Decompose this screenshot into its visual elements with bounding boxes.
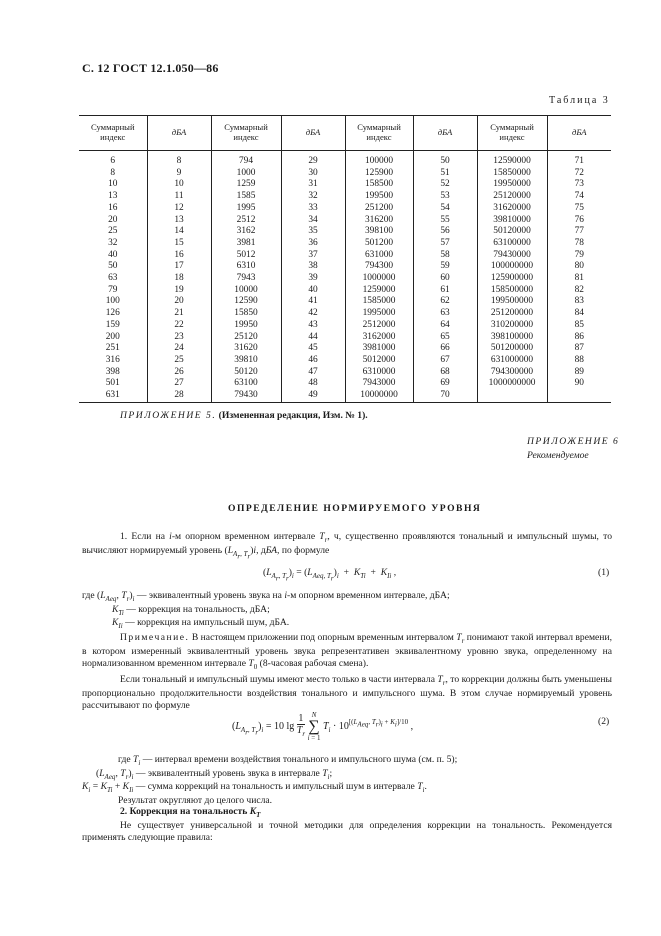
table-cell: 7943: [211, 273, 281, 285]
appendix5-text: (Измененная редакция, Изм. № 1).: [218, 410, 368, 421]
table-cell: 79: [547, 250, 611, 262]
table-cell: 89: [547, 367, 611, 379]
formula-2: $(L_{A_r, T_r})_i = 10$ lg $\frac{1}{T_r}$ N ∑ i = 1 $T_i \cdot 10^{[(L_{Aeq}, T_r)_i + K_i]/10}$ ,: [232, 711, 414, 742]
table-cell: 100: [105, 296, 120, 307]
def-line: ($L_{Aeq}$, $T_r)_i$ — эквивалентный уровень звука в интервале $T_i$;: [96, 767, 333, 781]
table-cell: 794: [211, 151, 281, 168]
table-cell: 90: [547, 378, 611, 390]
table-cell: 3981: [211, 238, 281, 250]
table-cell: 58: [413, 250, 477, 262]
text: 1. Если на: [120, 531, 165, 542]
table-cell: 3162: [211, 226, 281, 238]
table-cell: 36: [281, 238, 345, 250]
table-cell: 56: [413, 226, 477, 238]
table-cell: 199500: [345, 191, 413, 203]
table-cell: 28: [147, 390, 211, 402]
table-cell: 43: [281, 320, 345, 332]
table-cell: 100000000: [477, 261, 547, 273]
table-cell: 60: [413, 273, 477, 285]
table-cell: [477, 390, 547, 402]
table-cell: 25120000: [477, 191, 547, 203]
table-cell: 631000: [345, 250, 413, 262]
table-cell: 1259: [211, 179, 281, 191]
table-row: [79, 261, 611, 273]
table-cell: 82: [547, 285, 611, 297]
table-cell: 63100: [211, 378, 281, 390]
section-2-title: 2. Коррекция на тональность $K_T$: [120, 806, 261, 819]
note-label: Примечание.: [120, 632, 190, 643]
table-cell: 126: [105, 308, 120, 319]
table-cell: 81: [547, 273, 611, 285]
table-cell: 251200000: [477, 308, 547, 320]
text: , ч, существенно проявляются тональный и импульсный шумы, то вычисляют нормируемый уровень: [82, 531, 612, 556]
table-cell: 16: [147, 250, 211, 262]
table-cell: 79430000: [477, 250, 547, 262]
table-cell: 74: [547, 191, 611, 203]
table-cell: 54: [413, 203, 477, 215]
table-cell: 398100: [345, 226, 413, 238]
table-cell: 50120: [211, 367, 281, 379]
text: Если тональный и импульсный шумы имеют место только в части интервала: [120, 674, 435, 685]
table-cell: 34: [281, 215, 345, 227]
table-cell: 44: [281, 332, 345, 344]
table-row: [79, 273, 611, 285]
table-cell: 22: [147, 320, 211, 332]
table-cell: 50: [108, 261, 118, 272]
table-cell: 100000: [345, 151, 413, 168]
table-cell: 16: [108, 202, 118, 213]
table-cell: 13: [108, 191, 118, 202]
index-table: [79, 115, 611, 403]
table-row: [79, 367, 611, 379]
table-cell: 13: [147, 215, 211, 227]
table-cell: 5012000: [345, 355, 413, 367]
table-cell: 20: [147, 296, 211, 308]
table-cell: 37: [281, 250, 345, 262]
table-cell: 27: [147, 378, 211, 390]
table-row: [79, 308, 611, 320]
table-cell: 7943000: [345, 378, 413, 390]
table-cell: 794300: [345, 261, 413, 273]
table-cell: 79: [108, 284, 118, 295]
table-cell: 45: [281, 343, 345, 355]
table-cell: 310200000: [477, 320, 547, 332]
table-cell: 501200: [345, 238, 413, 250]
formula-1: $(L_{A_r, T_r})_i = (L_{Aeq, T_r})_i + K_{Ti} + K_{Ii}$ ,: [263, 567, 397, 583]
table-row: [79, 296, 611, 308]
table-cell: 64: [413, 320, 477, 332]
table-cell: 78: [547, 238, 611, 250]
table-cell: 17: [147, 261, 211, 273]
table-cell: 200: [105, 331, 120, 342]
equation-number-1: (1): [598, 567, 610, 578]
table-cell: 39810000: [477, 215, 547, 227]
table-cell: 25120: [211, 332, 281, 344]
table-cell: 6: [110, 156, 116, 166]
table-cell: 251: [105, 343, 120, 354]
table-cell: 49: [281, 390, 345, 402]
table-cell: 3981000: [345, 343, 413, 355]
text: — эквивалентный уровень звука в интервале: [135, 767, 320, 779]
table-row: [79, 191, 611, 203]
text: (8-часовая рабочая смена).: [259, 657, 369, 669]
table-row: [79, 168, 611, 180]
text: , по формуле: [277, 544, 330, 556]
table-cell: 6310000: [345, 367, 413, 379]
table-cell: 73: [547, 179, 611, 191]
table-cell: 794300000: [477, 367, 547, 379]
table-cell: 33: [281, 203, 345, 215]
table-cell: 83: [547, 296, 611, 308]
text: — эквивалентный уровень звука на: [136, 590, 282, 601]
table-cell: 63: [413, 308, 477, 320]
table-cell: 38: [281, 261, 345, 273]
table-cell: 66: [413, 343, 477, 355]
table-cell: 158500000: [477, 285, 547, 297]
table-cell: 32: [281, 191, 345, 203]
table-cell: 2512: [211, 215, 281, 227]
table-cell: 26: [147, 367, 211, 379]
table-cell: 19: [147, 285, 211, 297]
table-cell: 79430: [211, 390, 281, 402]
def-line: $K_{Ii}$ — коррекция на импульсный шум, дБА.: [112, 617, 290, 631]
text: где: [82, 590, 95, 601]
math-i: i: [169, 531, 172, 542]
text: -м опорном временном интервале, дБА;: [287, 590, 450, 601]
table-cell: 316: [105, 354, 120, 365]
table-cell: 25: [147, 355, 211, 367]
table-cell: 63: [108, 273, 118, 284]
table-row: [79, 250, 611, 262]
table-row: [79, 285, 611, 297]
table-cell: 19950000: [477, 179, 547, 191]
table-caption: Таблица 3: [549, 95, 610, 106]
appendix6-label: ПРИЛОЖЕНИЕ 6: [527, 436, 620, 447]
paragraph-2: Если тональный и импульсный шумы имеют место только в части интервала $T_r$, то коррекции должны быть уменьшены пропорционально продолжительности воздействия тонального и импульсного шума. В этом случае нормируемый уровень рассчитывают по формуле: [82, 674, 612, 711]
table-cell: 18: [147, 273, 211, 285]
table-cell: 25: [108, 226, 118, 237]
def-line: $K_{Ti}$ — коррекция на тональность, дБА;: [112, 603, 270, 617]
table-cell: 77: [547, 226, 611, 238]
table-cell: 67: [413, 355, 477, 367]
table-cell: 84: [547, 308, 611, 320]
table-cell: 61: [413, 285, 477, 297]
table-row: [79, 238, 611, 250]
table-row: [79, 320, 611, 332]
col-header: дБА: [413, 116, 477, 151]
table-cell: 251200: [345, 203, 413, 215]
table-cell: 62: [413, 296, 477, 308]
table-cell: 3162000: [345, 332, 413, 344]
table-cell: 51: [413, 168, 477, 180]
table-cell: 85: [547, 320, 611, 332]
table-cell: 35: [281, 226, 345, 238]
page-header: С. 12 ГОСТ 12.1.050—86: [82, 61, 219, 75]
table-cell: 1995: [211, 203, 281, 215]
table-row: [79, 151, 611, 168]
table-cell: 1995000: [345, 308, 413, 320]
table-cell: 40: [281, 285, 345, 297]
appendix5-note: [120, 410, 368, 422]
text: — сумма коррекций на тональность и импульсный шум в интервале: [135, 781, 415, 793]
table-cell: 6310: [211, 261, 281, 273]
table-cell: 55: [413, 215, 477, 227]
text: , то коррекции должны быть уменьшены пропорционально продолжительности воздействия тонального и импульсного шума. В этом случае нормируемый уровень рассчитывают по формуле: [82, 674, 612, 711]
table-cell: 53: [413, 191, 477, 203]
appendix6-status: Рекомендуемое: [527, 450, 589, 461]
table-cell: 76: [547, 215, 611, 227]
table-cell: 1000000: [345, 273, 413, 285]
table-cell: 10: [108, 179, 118, 190]
table-cell: 1585: [211, 191, 281, 203]
table-cell: 631000000: [477, 355, 547, 367]
table-cell: 40: [108, 249, 118, 260]
math-lar: $(L_{A_r, T_r})i$, дБА: [224, 544, 278, 560]
table-cell: 2512000: [345, 320, 413, 332]
text: — коррекция на импульсный шум, дБА.: [125, 617, 290, 629]
table-cell: 87: [547, 343, 611, 355]
table-cell: 80: [547, 261, 611, 273]
table-cell: 125900000: [477, 273, 547, 285]
def-line: $K_i = K_{Ti} + K_{Ii}$ — сумма коррекций на тональность и импульсный шум в интервале $T_i$.: [82, 781, 427, 795]
table-cell: 1000000000: [477, 378, 547, 390]
table-row: [79, 343, 611, 355]
table-cell: 47: [281, 367, 345, 379]
note-paragraph: Примечание. В настоящем приложении под опорным временным интервалом $T_r$ понимают такой интервал времени, в котором измеренный эквивалентный уровень звука репрезентативен эквивалентному уровню звука, определенному на нормализованном временном интервале $T_0$ (8-часовая рабочая смена).: [82, 632, 612, 671]
table-row: [79, 203, 611, 215]
table-cell: 46: [281, 355, 345, 367]
table-cell: 65: [413, 332, 477, 344]
table-cell: 10000: [211, 285, 281, 297]
table-cell: 14: [147, 226, 211, 238]
section-title: ОПРЕДЕЛЕНИЕ НОРМИРУЕМОГО УРОВНЯ: [228, 503, 482, 514]
table-cell: 31620000: [477, 203, 547, 215]
table-cell: 52: [413, 179, 477, 191]
equation-number-2: (2): [598, 716, 610, 727]
table-cell: 29: [281, 151, 345, 168]
table-row: [79, 179, 611, 191]
table-cell: 88: [547, 355, 611, 367]
table-cell: 11: [147, 191, 211, 203]
table-row: [79, 226, 611, 238]
table-cell: 50: [413, 151, 477, 168]
paragraph-3: Не существует универсальной и точной методики для определения коррекции на тональность. Рекомендуется применять следующие правила:: [82, 820, 612, 843]
paragraph-1: [82, 531, 612, 561]
table-cell: 398100000: [477, 332, 547, 344]
definitions-1: [82, 590, 612, 631]
appendix5-label: ПРИЛОЖЕНИЕ 5.: [120, 410, 217, 421]
table-cell: 32: [108, 237, 118, 248]
text: — коррекция на тональность, дБА;: [126, 603, 270, 615]
table-cell: 501: [105, 378, 120, 389]
table-row: [79, 378, 611, 390]
col-header: Суммарный индекс: [79, 116, 147, 151]
table-cell: 158500: [345, 179, 413, 191]
table-cell: 57: [413, 238, 477, 250]
table-cell: 125900: [345, 168, 413, 180]
table-cell: 1259000: [345, 285, 413, 297]
table-cell: 1585000: [345, 296, 413, 308]
col-header: Суммарный индекс: [211, 116, 281, 151]
table-cell: 41: [281, 296, 345, 308]
table-cell: 72: [547, 168, 611, 180]
def-line: где $T_i$ — интервал времени воздействия тонального и импульсного шума (см. п. 5);: [118, 754, 458, 767]
text: понимают такой интервал времени, в котором измеренный эквивалентный уровень звука репрезентативен эквивалентному уровню звука, определенному на нормализованном временном интервале: [82, 632, 612, 669]
table-cell: 8: [110, 167, 116, 178]
table-cell: 21: [147, 308, 211, 320]
table-cell: 50120000: [477, 226, 547, 238]
table-cell: 20: [108, 214, 118, 225]
table-cell: 12: [147, 203, 211, 215]
table-cell: 15: [147, 238, 211, 250]
table-cell: 19950: [211, 320, 281, 332]
math-tr: $T_r$: [319, 531, 328, 544]
table-cell: 9: [147, 168, 211, 180]
table-cell: 12590000: [477, 151, 547, 168]
def-line: где ($L_{Aeq}$, $T_r)_i$ — эквивалентный уровень звука на i-м опорном временном интервале, дБА;: [82, 590, 450, 603]
col-header: Суммарный индекс: [477, 116, 547, 151]
table-cell: 15850000: [477, 168, 547, 180]
table-row: [79, 390, 611, 402]
col-header: Суммарный индекс: [345, 116, 413, 151]
table-cell: 31: [281, 179, 345, 191]
text: — интервал времени воздействия тонального и импульсного шума (см. п. 5);: [142, 754, 458, 765]
table-cell: 8: [147, 151, 211, 168]
text: В настоящем приложении под опорным временным интервалом: [191, 632, 454, 643]
table-cell: 39810: [211, 355, 281, 367]
definitions-2: [82, 754, 612, 807]
table-row: [79, 355, 611, 367]
text: -м опорном временном интервале: [171, 531, 316, 542]
table-cell: 15850: [211, 308, 281, 320]
table-cell: 12590: [211, 296, 281, 308]
text: где: [118, 754, 131, 765]
table-cell: 159: [105, 319, 120, 330]
table-cell: 398: [105, 366, 120, 377]
table-cell: 75: [547, 203, 611, 215]
def-line: Результат округляют до целого числа.: [118, 794, 273, 806]
table-cell: 10: [147, 179, 211, 191]
table-cell: 48: [281, 378, 345, 390]
table-cell: 631: [79, 390, 147, 402]
table-cell: 63100000: [477, 238, 547, 250]
table-cell: 5012: [211, 250, 281, 262]
col-header: дБА: [147, 116, 211, 151]
table-cell: 10000000: [345, 390, 413, 402]
table-cell: 24: [147, 343, 211, 355]
table-cell: 70: [413, 390, 477, 402]
col-header: дБА: [281, 116, 345, 151]
table-cell: 31620: [211, 343, 281, 355]
table-row: [79, 215, 611, 227]
table-cell: 71: [547, 151, 611, 168]
table-header-row: [79, 116, 611, 151]
table-cell: [547, 390, 611, 402]
table-cell: 39: [281, 273, 345, 285]
table-cell: 316200: [345, 215, 413, 227]
text: 2. Коррекция на тональность: [120, 806, 248, 817]
table-cell: 86: [547, 332, 611, 344]
col-header: дБА: [547, 116, 611, 151]
table-cell: 68: [413, 367, 477, 379]
table-cell: 1000: [211, 168, 281, 180]
table-cell: 501200000: [477, 343, 547, 355]
table-row: [79, 332, 611, 344]
table-cell: 199500000: [477, 296, 547, 308]
table-cell: 59: [413, 261, 477, 273]
table-cell: 30: [281, 168, 345, 180]
table-cell: 23: [147, 332, 211, 344]
table-cell: 69: [413, 378, 477, 390]
table-cell: 42: [281, 308, 345, 320]
